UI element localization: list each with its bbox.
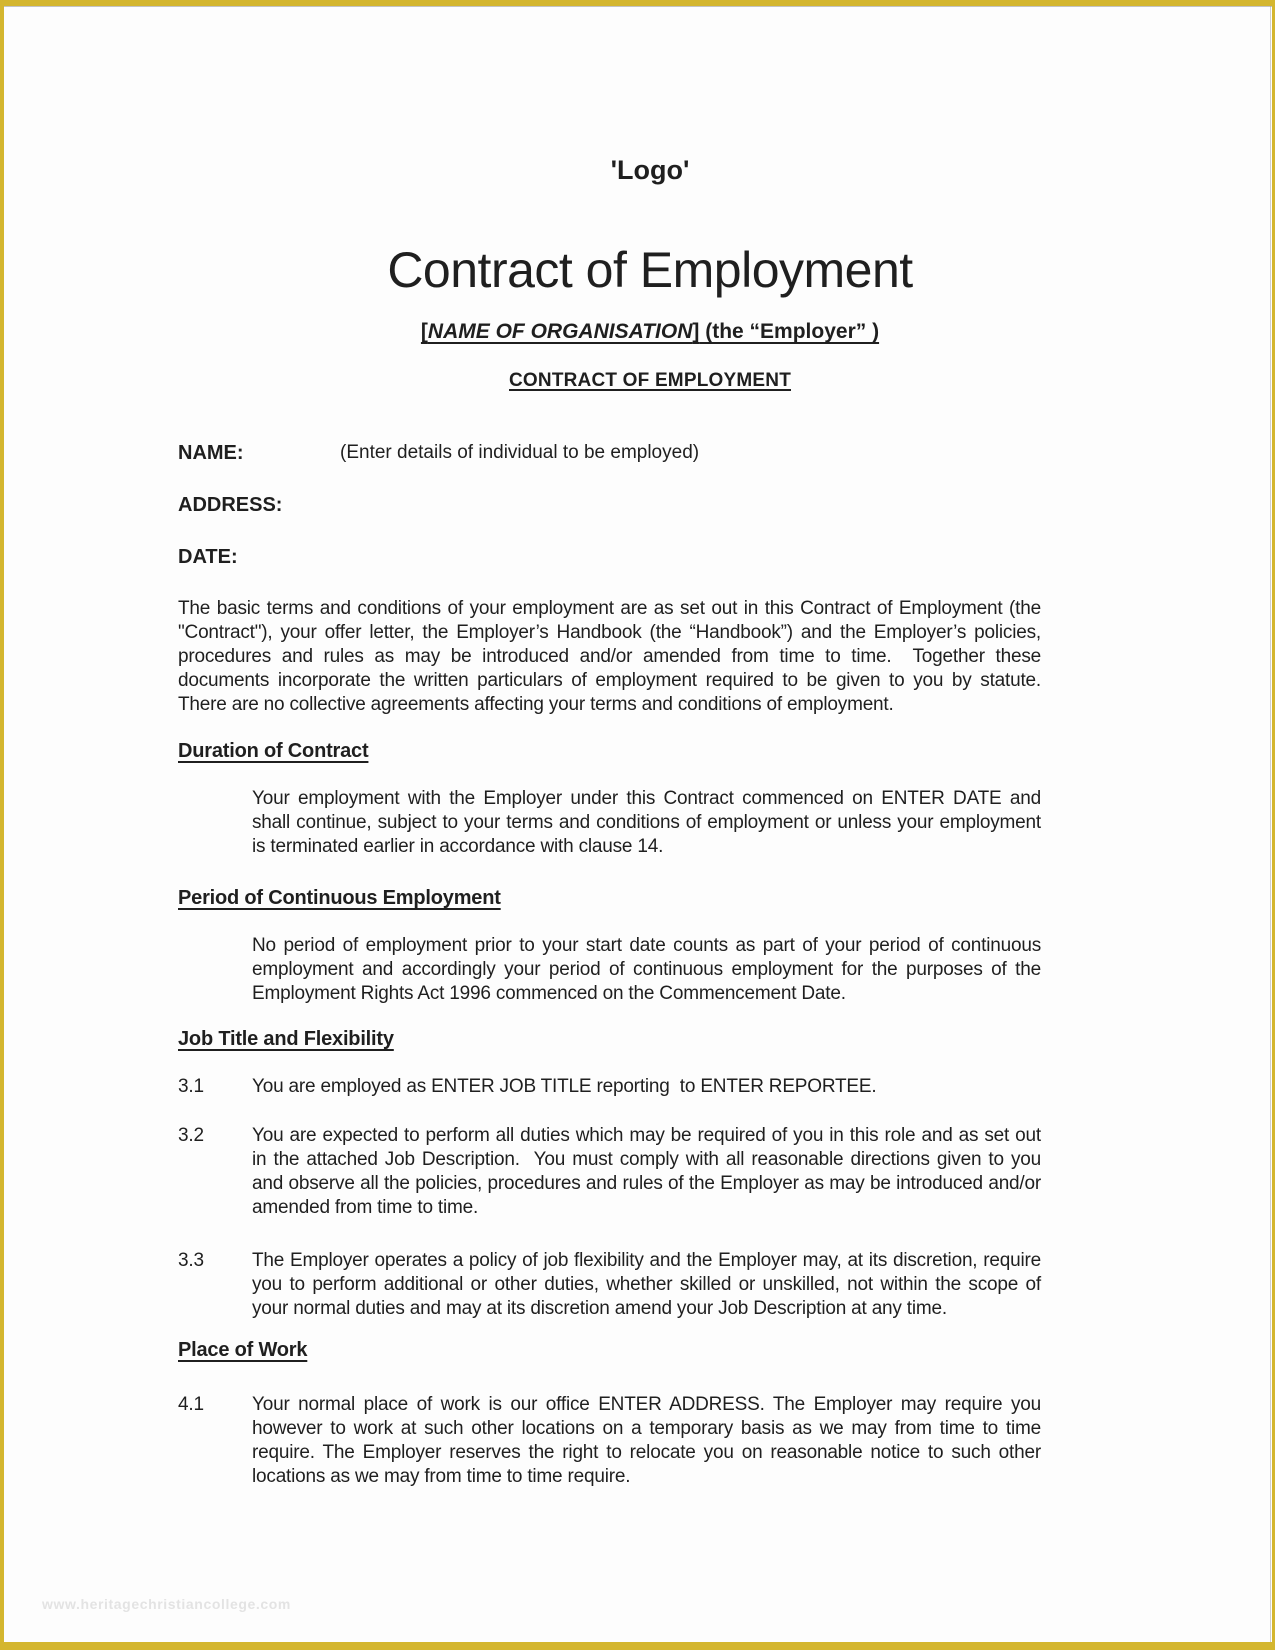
document-title: Contract of Employment (387, 242, 913, 298)
clause-text: You are employed as ENTER JOB TITLE reporting to ENTER REPORTEE. (252, 1076, 877, 1097)
name-field-row (178, 441, 1041, 465)
section-heading-duration-of-contract: Duration of Contract (178, 740, 369, 762)
date-field-row (178, 545, 1041, 569)
section-heading-place-of-work: Place of Work (178, 1339, 308, 1361)
contract-heading: CONTRACT OF EMPLOYMENT (509, 370, 791, 391)
site-watermark: www.heritagechristiancollege.com (42, 1596, 291, 1612)
organisation-name-placeholder: NAME OF ORGANISATION (427, 320, 693, 343)
duration-paragraph: Your employment with the Employer under this Contract commenced on ENTER DATE and shall continue, subject to your terms and conditions of employment or unless your employment is terminated earlier in accordance with clause 14. (252, 788, 1047, 857)
clause-3-1 (178, 1075, 1041, 1099)
name-value: (Enter details of individual to be employed) (340, 442, 700, 463)
clause-text: You are expected to perform all duties which may be required of you in this role and as set out in the attached Job Description. You must comply with all reasonable directions given to you and observe all the policies, procedures and rules of the Employer as may be introduced and/or amended from time to time. (252, 1125, 1047, 1218)
date-label: DATE: (178, 546, 238, 568)
clause-number: 3.2 (178, 1125, 204, 1146)
document-header (4, 6, 1272, 392)
clause-number: 3.1 (178, 1076, 204, 1097)
bracket-open: [ (420, 320, 428, 343)
clause-number: 3.3 (178, 1250, 204, 1271)
address-field-row (178, 493, 1041, 517)
logo-placeholder: 'Logo' (610, 155, 690, 185)
clause-3-3 (178, 1249, 1047, 1321)
name-label: NAME: (178, 442, 244, 464)
clause-3-2 (178, 1124, 1047, 1220)
continuous-employment-paragraph: No period of employment prior to your start date counts as part of your period of continuous employment and accordingly your period of continuous employment for the purposes of the Employment Rights Act 1996 commenced on the Commencement Date. (252, 935, 1047, 1004)
party-details (178, 441, 1041, 569)
clause-text: Your normal place of work is our office ENTER ADDRESS. The Employer may require you however to work at such other locations on a temporary basis as we may from time to time require. The Employer reserves the right to relocate you on reasonable notice to such other locations as we may from time to time require. (252, 1394, 1047, 1487)
section-heading-period-of-continuous-employment: Period of Continuous Employment (178, 887, 501, 909)
section-heading-job-title-and-flexibility: Job Title and Flexibility (178, 1028, 394, 1050)
clause-text: The Employer operates a policy of job flexibility and the Employer may, at its discretion, require you to perform additional or other duties, whether skilled or unskilled, not within the scope of your normal duties and may at its discretion amend your Job Description at any time. (252, 1250, 1047, 1319)
bracket-close: ] (692, 320, 700, 343)
employer-designation: (the “Employer” ) (699, 320, 880, 343)
clause-4-1 (178, 1393, 1047, 1489)
organisation-line (178, 319, 1122, 344)
intro-paragraph: The basic terms and conditions of your employment are as set out in this Contract of Employment (the "Contract"), your offer letter, the Employer’s Handbook (the “Handbook”) and the Employer’s policies, procedures and rules as may be introduced and/or amended from time to time. Together these documents incorporate the written particulars of employment required to be given to you by statute. There are no collective agreements affecting your terms and conditions of employment. (178, 598, 1052, 715)
address-label: ADDRESS: (178, 494, 283, 516)
document-body (4, 441, 1272, 1489)
clause-number: 4.1 (178, 1394, 204, 1415)
